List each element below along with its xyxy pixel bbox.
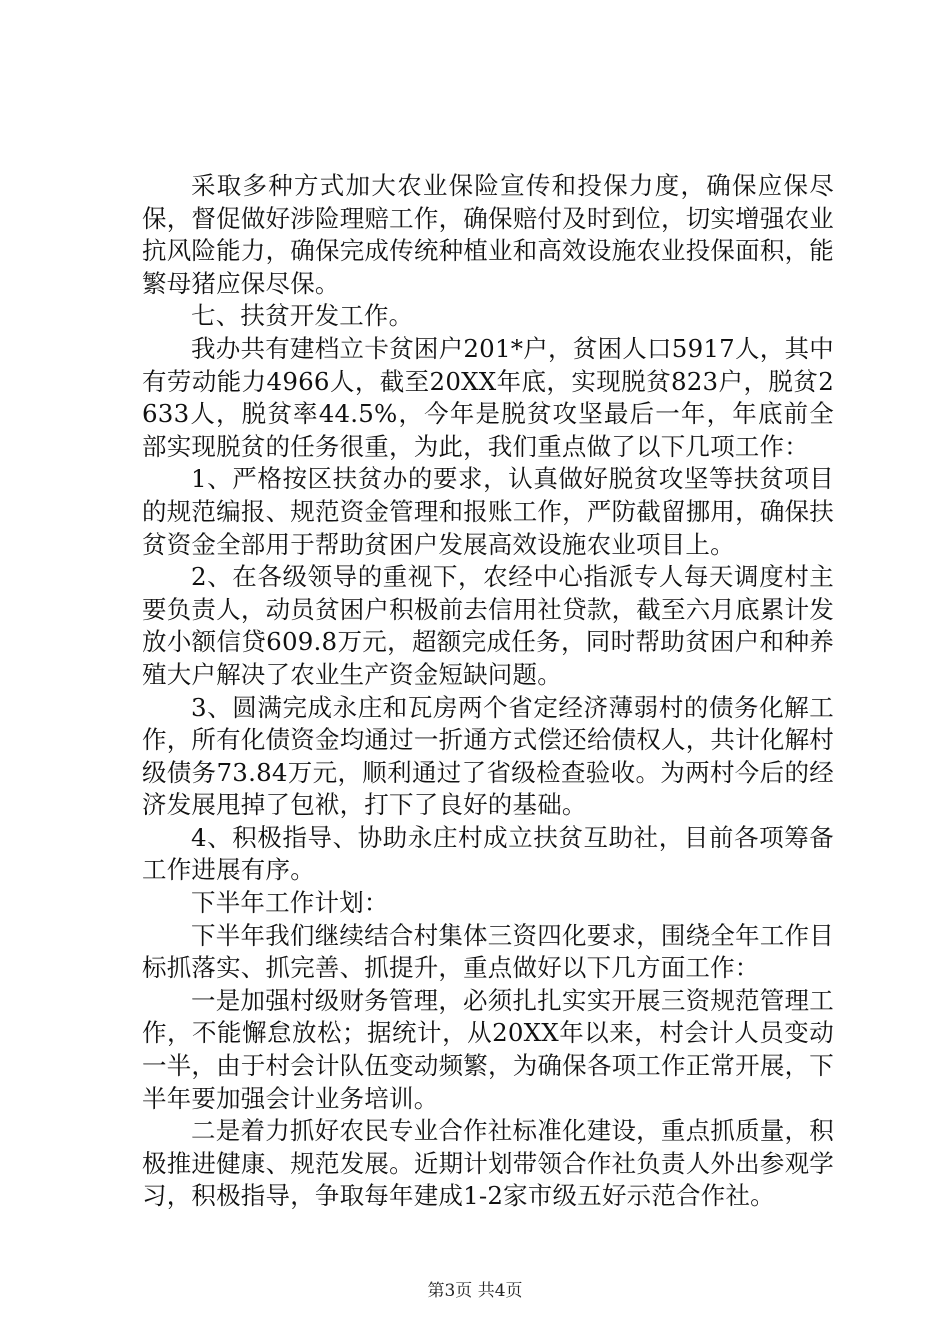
section-heading-plan: 下半年工作计划：	[191, 888, 389, 918]
paragraph-plan-intro: 下半年我们继续结合村集体三资四化要求，围绕全年工作目标抓落实、抓完善、抓提升，重点做好以下几方面工作：	[142, 920, 834, 983]
paragraph-plan-1: 一是加强村级财务管理，必须扎扎实实开展三资规范管理工作，不能懈怠放松；据统计，从20XX年以来，村会计人员变动一半，由于村会计队伍变动频繁，为确保各项工作正常开展，下半年要加强会计业务培训。	[142, 985, 834, 1113]
paragraph-poverty-overview: 我办共有建档立卡贫困户201*户，贫困人口5917人，其中有劳动能力4966人，截至20XX年底，实现脱贫823户，脱贫2633人，脱贫率44.5%，今年是脱贫攻坚最后一年，年底前全部实现脱贫的任务很重，为此，我们重点做了以下几项工作：	[142, 333, 834, 461]
paragraph-plan-2: 二是着力抓好农民专业合作社标准化建设，重点抓质量，积极推进健康、规范发展。近期计划带领合作社负责人外出参观学习，积极指导，争取每年建成1-2家市级五好示范合作社。	[142, 1116, 834, 1211]
paragraph-item-4: 4、积极指导、协助永庄村成立扶贫互助社，目前各项筹备工作进展有序。	[142, 822, 834, 885]
paragraph-item-1: 1、严格按区扶贫办的要求，认真做好脱贫攻坚等扶贫项目的规范编报、规范资金管理和报账工作，严防截留挪用，确保扶贫资金全部用于帮助贫困户发展高效设施农业项目上。	[142, 464, 834, 559]
section-heading-poverty: 七、扶贫开发工作。	[191, 301, 414, 331]
paragraph-item-2: 2、在各级领导的重视下，农经中心指派专人每天调度村主要负责人，动员贫困户积极前去信用社贷款，截至六月底累计发放小额信贷609.8万元，超额完成任务，同时帮助贫困户和种养殖大户解决了农业生产资金短缺问题。	[142, 562, 834, 689]
page-footer: 第3页 共4页	[427, 1281, 523, 1301]
paragraph-item-3: 3、圆满完成永庄和瓦房两个省定经济薄弱村的债务化解工作，所有化债资金均通过一折通方式偿还给债权人，共计化解村级债务73.84万元，顺利通过了省级检查验收。为两村今后的经济发展甩掉了包袱，打下了良好的基础。	[142, 692, 834, 820]
paragraph-insurance: 采取多种方式加大农业保险宣传和投保力度，确保应保尽保，督促做好涉险理赔工作，确保赔付及时到位，切实增强农业抗风险能力，确保完成传统种植业和高效设施农业投保面积，能繁母猪应保尽保。	[142, 171, 834, 298]
document-body	[142, 170, 834, 1213]
